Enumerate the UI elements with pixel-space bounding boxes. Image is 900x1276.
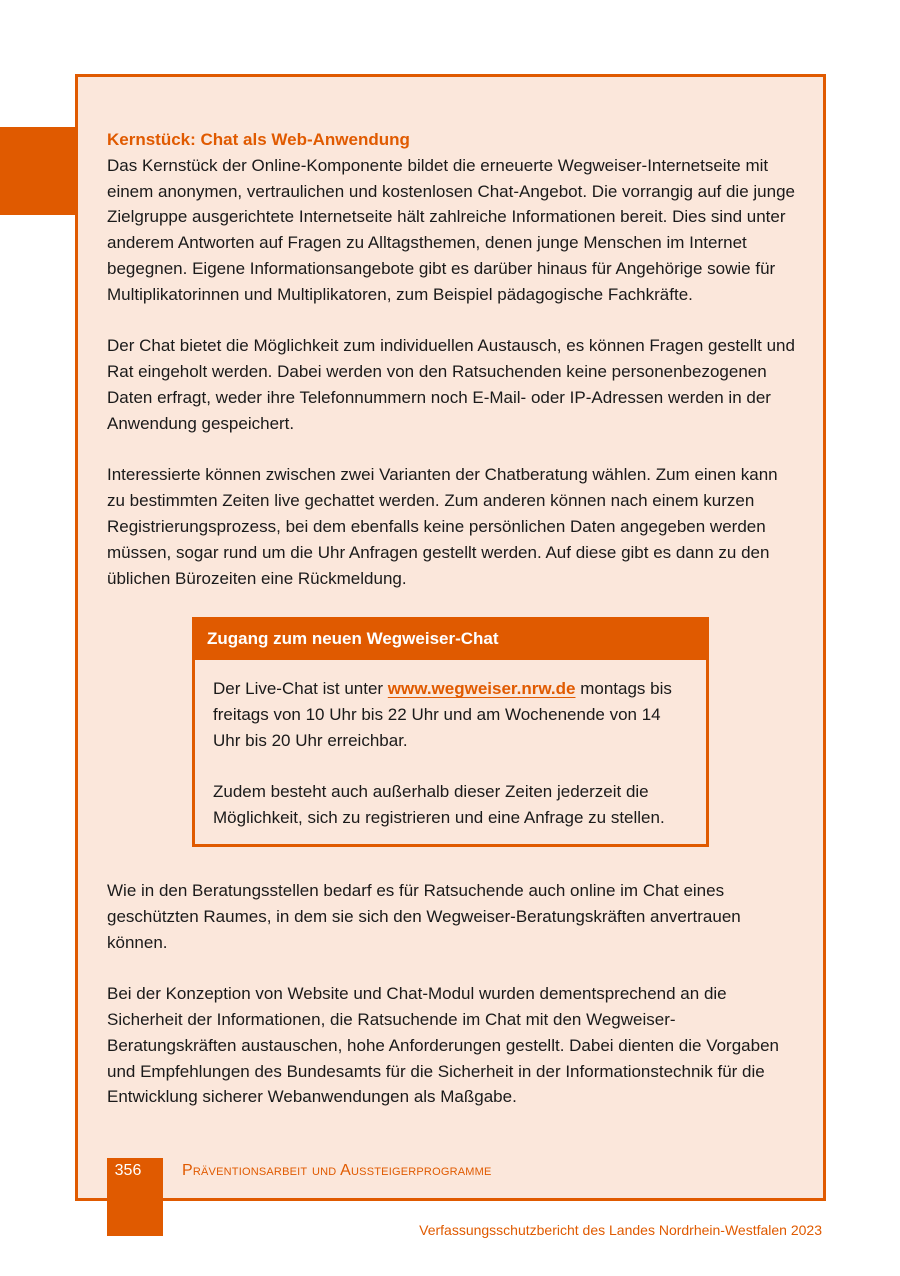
paragraph-5: Bei der Konzeption von Website und Chat-Modul wurden dementsprechend an die Sicherheit der Informationen, die Ratsuchende im Chat mit den Wegweiser-Beratungskräften austauschen, hohe Anforderungen gestellt. Dabei dienten die Vorgaben und Empfehlungen des Bundesamts für die Sicherheit in der Informationstechnik für die Entwicklung sicherer Webanwendungen als Maßgabe. (107, 984, 779, 1107)
wegweiser-link[interactable]: www.wegweiser.nrw.de (387, 679, 576, 699)
paragraph-4: Wie in den Beratungsstellen bedarf es für Ratsuchende auch online im Chat eines geschützten Raumes, in dem sie sich den Wegweiser-Beratungskräften anvertrauen können. (107, 880, 741, 952)
page-number: 356 (114, 1162, 142, 1179)
footer-publication-title: Verfassungsschutzbericht des Landes Nordrhein-Westfalen 2023 (419, 1222, 822, 1238)
info-text-before-link: Der Live-Chat ist unter (213, 679, 388, 699)
main-content (107, 127, 797, 1136)
info-box-paragraph-2: Zudem besteht auch außerhalb dieser Zeiten jederzeit die Möglichkeit, sich zu registrieren und eine Anfrage zu stellen. (213, 782, 665, 828)
info-box (192, 617, 709, 847)
section-intro (107, 127, 797, 308)
info-box-title: Zugang zum neuen Wegweiser-Chat (195, 620, 706, 660)
paragraph-3: Interessierte können zwischen zwei Varianten der Chatberatung wählen. Zum einen kann zu bestimmten Zeiten live gechattet werden. Zum anderen können nach einem kurzen Registrierungsprozess, bei dem ebenfalls keine persönlichen Daten angegeben werden müssen, sogar rund um die Uhr Anfragen gestellt werden. Auf diese gibt es dann zu den üblichen Bürozeiten eine Rückmeldung. (107, 465, 778, 588)
running-section-title: Präventionsarbeit und Aussteigerprogramme (182, 1162, 492, 1179)
info-box-paragraph-1 (213, 676, 688, 753)
paragraph-1: Das Kernstück der Online-Komponente bildet die erneuerte Wegweiser-Internetseite mit einem anonymen, vertraulichen und kostenlosen Chat-Angebot. Die vorrangig auf die junge Zielgruppe ausgerichtete Internetseite hält zahlreiche Informationen bereit. Dies sind unter anderem Antworten auf Fragen zu Alltagsthemen, denen junge Menschen im Internet begegnen. Eigene Informationsangebote gibt es darüber hinaus für Angehörige sowie für Multiplikatorinnen und Multiplikatoren, zum Beispiel pädagogische Fachkräfte. (107, 155, 795, 304)
info-box-body (195, 660, 706, 831)
section-heading: Kernstück: Chat als Web-Anwendung (107, 130, 410, 149)
side-tab-marker (0, 127, 77, 215)
info-text-after-link: montags bis freitags von 10 Uhr bis 22 Uhr und am Wochenende von 14 Uhr bis 20 Uhr erreichbar. (213, 679, 672, 750)
paragraph-2: Der Chat bietet die Möglichkeit zum individuellen Austausch, es können Fragen gestellt und Rat eingeholt werden. Dabei werden von den Ratsuchenden keine personenbezogenen Daten erfragt, weder ihre Telefonnummern noch E-Mail- oder IP-Adressen werden in der Anwendung gespeichert. (107, 336, 795, 433)
